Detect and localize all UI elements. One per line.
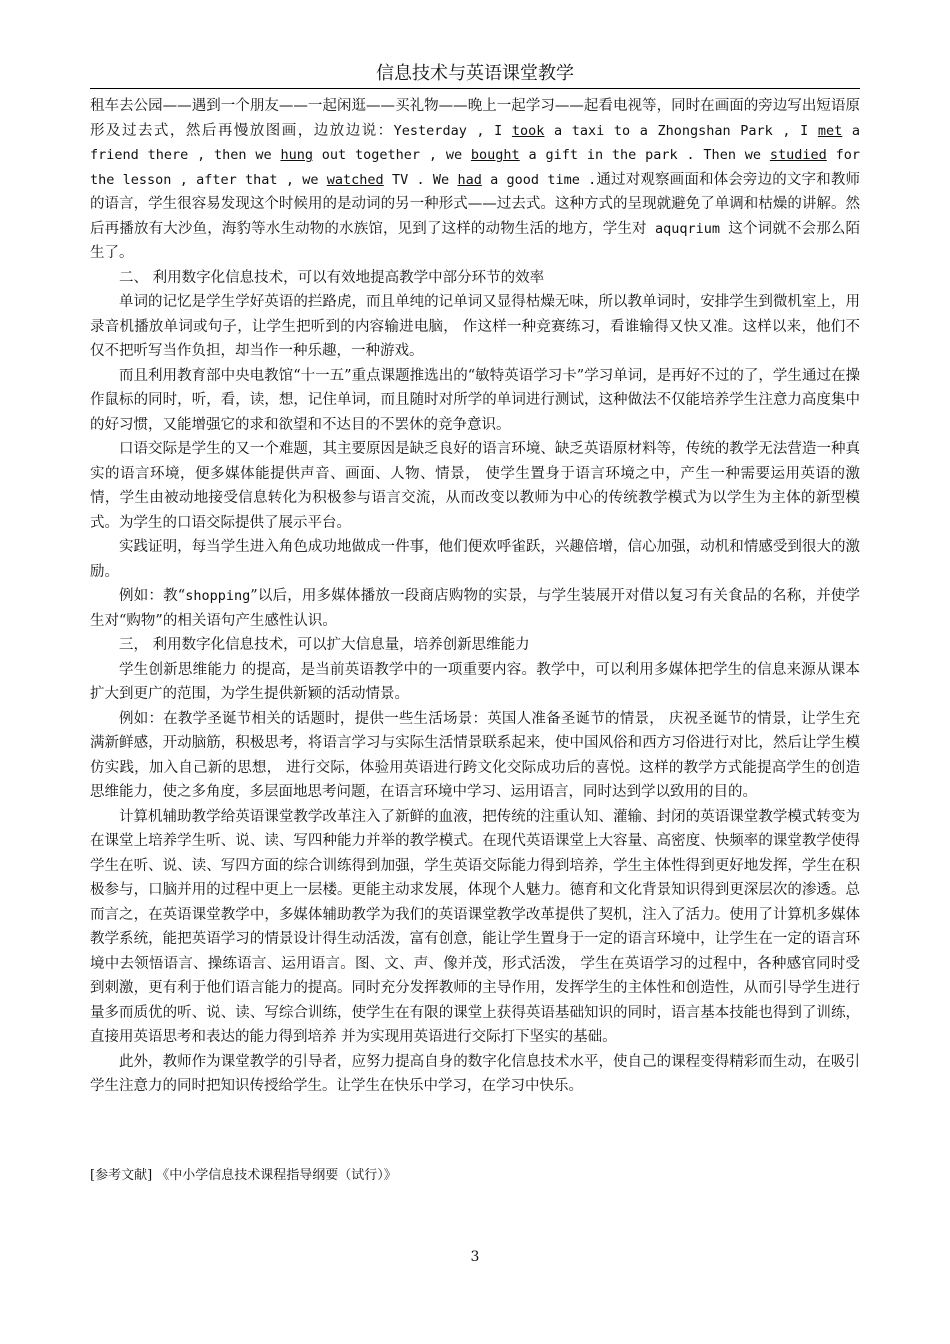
paragraph-9: 计算机辅助教学给英语课堂教学改革注入了新鲜的血液，把传统的注重认知、灌输、封闭的英语课堂教学模式转变为在课堂上培养学生听、说、读、写四种能力并举的教学模式。在现代英语课堂上大容量、高密度、快频率的课堂教学使得学生在听、说、读、写四方面的综合训练得到加强，学生英语交际能力得到培养，学生主体性得到更好地发挥，学生在积极参与，口脑并用的过程中更上一层楼。更能主动求发展，体现个人魅力。德育和文化背景知识得到更深层次的渗透。总而言之，在英语课堂教学中，多媒体辅助教学为我们的英语课堂教学改革提供了契机，注入了活力。使用了计算机多媒体教学系统，能把英语学习的情景设计得生动活泼，富有创意，能让学生置身于一定的语言环境中，让学生在一定的语言环境中去领悟语言、操练语言、运用语言。图、文、声、像并茂，形式活泼， 学生在英语学习的过程中，各种感官同时受到刺激，更有利于他们语言能力的提高。同时充分发挥教师的主导作用，发挥学生的主体性和创造性，从而引导学生进行量多而质优的听、说、读、写综合训练，使学生在有限的课堂上获得英语基础知识的同时，语言基本技能也得到了训练，直接用英语思考和表达的能力得到培养 并为实现用英语进行交际打下坚实的基础。 — [90, 808, 860, 1045]
article-body — [90, 94, 860, 1099]
example-part: a gift in the park . Then we — [519, 147, 770, 163]
paragraph-8: 例如：在教学圣诞节相关的话题时，提供一些生活场景：英国人准备圣诞节的情景， 庆祝圣诞节的情景，让学生充满新鲜感，开动脑筋，积极思考，将语言学习与实际生活情景联系起来，使中国风俗和西方习俗进行对比，然后让学生模仿实践，加入自己新的思想， 进行交际，体验用英语进行跨文化交际成功后的喜悦。这样的教学方式能提高学生的创造思维能力，使之多角度，多层面地思考问题，在语言环境中学习、运用语言，同时达到学以致用的目的。 — [90, 710, 860, 800]
p1-tail-2: 这个词就不会那么陌生了。 — [90, 220, 860, 261]
word-shopping: shopping — [185, 588, 251, 604]
verb-studied: studied — [769, 147, 827, 163]
section-heading-3: 三， 利用数字化信息技术，可以扩大信息量，培养创新思维能力 — [119, 637, 530, 653]
running-header: 信息技术与英语课堂教学 — [376, 63, 574, 84]
verb-met: met — [817, 122, 843, 139]
p6-part: ”以后，用多媒体播放一段商店购物的实景，与学生装展开对借以复习有关食品的名称，并使学生对“购物”的相关语句产生感性认识。 — [90, 588, 860, 629]
example-part: TV . We — [383, 171, 458, 188]
paragraph-1 — [90, 94, 860, 266]
p6-part: 例如：教“ — [119, 588, 186, 604]
paragraph-10: 此外，教师作为课堂教学的引导者，应努力提高自身的数字化信息技术水平，使自己的课程变得精彩而生动，在吸引学生注意力的同时把知识传授给学生。让学生在快乐中学习，在学习中快乐。 — [90, 1053, 860, 1094]
header-rule — [90, 88, 860, 89]
paragraph-6 — [90, 584, 860, 633]
word-aquarium: aquqrium — [646, 220, 729, 237]
reference-line: [参考文献] 《中小学信息技术课程指导纲要（试行）》 — [90, 1168, 397, 1183]
paragraph-4: 口语交际是学生的又一个难题，其主要原因是缺乏良好的语言环境、缺乏英语原材料等，传统的教学无法营造一种真实的语言环境，便多媒体能提供声音、画面、人物、情景， 使学生置身于语言环境之中，产生一种需要运用英语的激情，学生由被动地接受信息转化为积极参与语言交流，从而改变以教师为中心的传统教学模式为以学生为主体的新型模式。为学生的口语交际提供了展示平台。 — [90, 441, 860, 531]
page-number: 3 — [470, 1249, 480, 1265]
example-part: a good time . — [481, 171, 597, 188]
example-part: a taxi to a Zhongshan Park , I — [544, 122, 818, 139]
example-part: for the lesson , after that , we — [90, 147, 860, 188]
example-part: a friend there , then we — [90, 122, 861, 163]
p1-lead: 租车去公园——遇到一个朋友——一起闲逛——买礼物——晚上一起学习——起看电视等，同时在画面的旁边写出短语原形及过去式，然后再慢放图画，边放边说： — [90, 98, 860, 139]
example-part: Yesterday , I — [393, 122, 512, 139]
section-heading-2: 二、 利用数字化信息技术，可以有效地提高教学中部分环节的效率 — [119, 269, 545, 286]
paragraph-2: 单词的记忆是学生学好英语的拦路虎，而且单纯的记单词又显得枯燥无味，所以教单词时，安排学生到微机室上，用录音机播放单词或句子，让学生把听到的内容输进电脑， 作这样一种竞赛练习，看谁输得又快又准。这样以来，他们不仅不把听写当作负担，却当作一种乐趣，一种游戏。 — [90, 294, 860, 359]
paragraph-3: 而且利用教育部中央电教馆“十一五”重点课题推选出的“敏特英语学习卡”学习单词，是再好不过的了，学生通过在操作鼠标的同时，听，看，读，想，记住单词，而且随时对所学的单词进行测试，这种做法不仅能培养学生注意力高度集中的好习惯，又能增强它的求和欲望和不达目的不罢休的竞争意识。 — [90, 367, 860, 433]
verb-bought: bought — [470, 147, 520, 163]
paragraph-7: 学生创新思维能力 的提高，是当前英语教学中的一项重要内容。教学中，可以利用多媒体把学生的信息来源从课本扩大到更广的范围，为学生提供新颖的活动情景。 — [90, 661, 860, 702]
p1-tail: 通过对观察画面和体会旁边的文字和教师的语言，学生很容易发现这个时候用的是动词的另一种形式——过去式。这种方式的呈现就避免了单调和枯燥的讲解。然后再播放有大沙鱼，海豹等水生动物的水族馆，见到了这样的动物生活的地方，学生对 — [90, 171, 861, 237]
verb-took: took — [511, 122, 545, 139]
paragraph-5: 实践证明，每当学生进入角色成功地做成一件事，他们便欢呼雀跃，兴趣倍增，信心加强，动机和情感受到很大的激励。 — [90, 539, 860, 580]
verb-had: had — [457, 171, 482, 188]
verb-watched: watched — [326, 171, 384, 188]
example-part: out together , we — [312, 147, 471, 163]
verb-hung: hung — [280, 147, 313, 163]
